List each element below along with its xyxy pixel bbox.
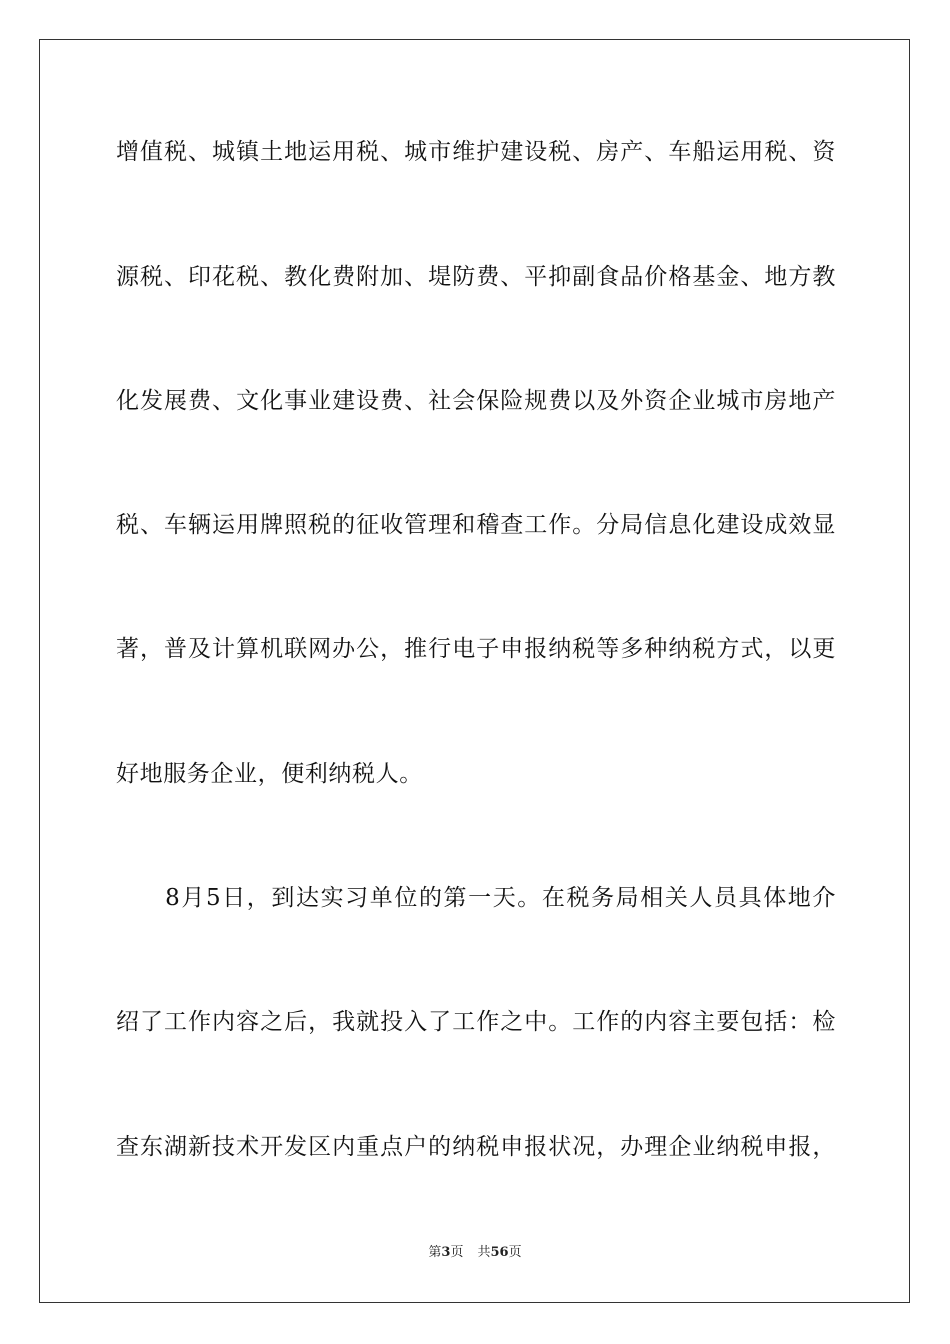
- text-line: 化发展费、文化事业建设费、社会保险规费以及外资企业城市房地产: [116, 388, 836, 414]
- text-line: 增值税、城镇土地运用税、城市维护建设税、房产、车船运用税、资: [116, 139, 836, 165]
- current-page-number: 3: [441, 1245, 451, 1260]
- text-line-paragraph-end: 好地服务企业，便利纳税人。: [116, 761, 423, 787]
- text-line-paragraph-start: 8月5日，到达实习单位的第一天。在税务局相关人员具体地介: [116, 885, 836, 911]
- text-line: 源税、印花税、教化费附加、堤防费、平抑副食品价格基金、地方教: [116, 264, 836, 290]
- text-line: 著，普及计算机联网办公，推行电子申报纳税等多种纳税方式，以更: [116, 636, 836, 662]
- total-page-count: 56: [490, 1245, 509, 1260]
- page-label-prefix: 第: [428, 1245, 442, 1260]
- text-line: 查东湖新技术开发区内重点户的纳税申报状况，办理企业纳税申报，: [116, 1134, 836, 1160]
- page-footer: [0, 1244, 950, 1262]
- page-border: [39, 39, 910, 1303]
- total-label-prefix: 共: [477, 1245, 491, 1260]
- total-label-suffix: 页: [508, 1245, 522, 1260]
- text-line: 绍了工作内容之后，我就投入了工作之中。工作的内容主要包括：检: [116, 1009, 836, 1035]
- page-label-suffix: 页: [450, 1245, 464, 1260]
- text-line: 税、车辆运用牌照税的征收管理和稽查工作。分局信息化建设成效显: [116, 512, 836, 538]
